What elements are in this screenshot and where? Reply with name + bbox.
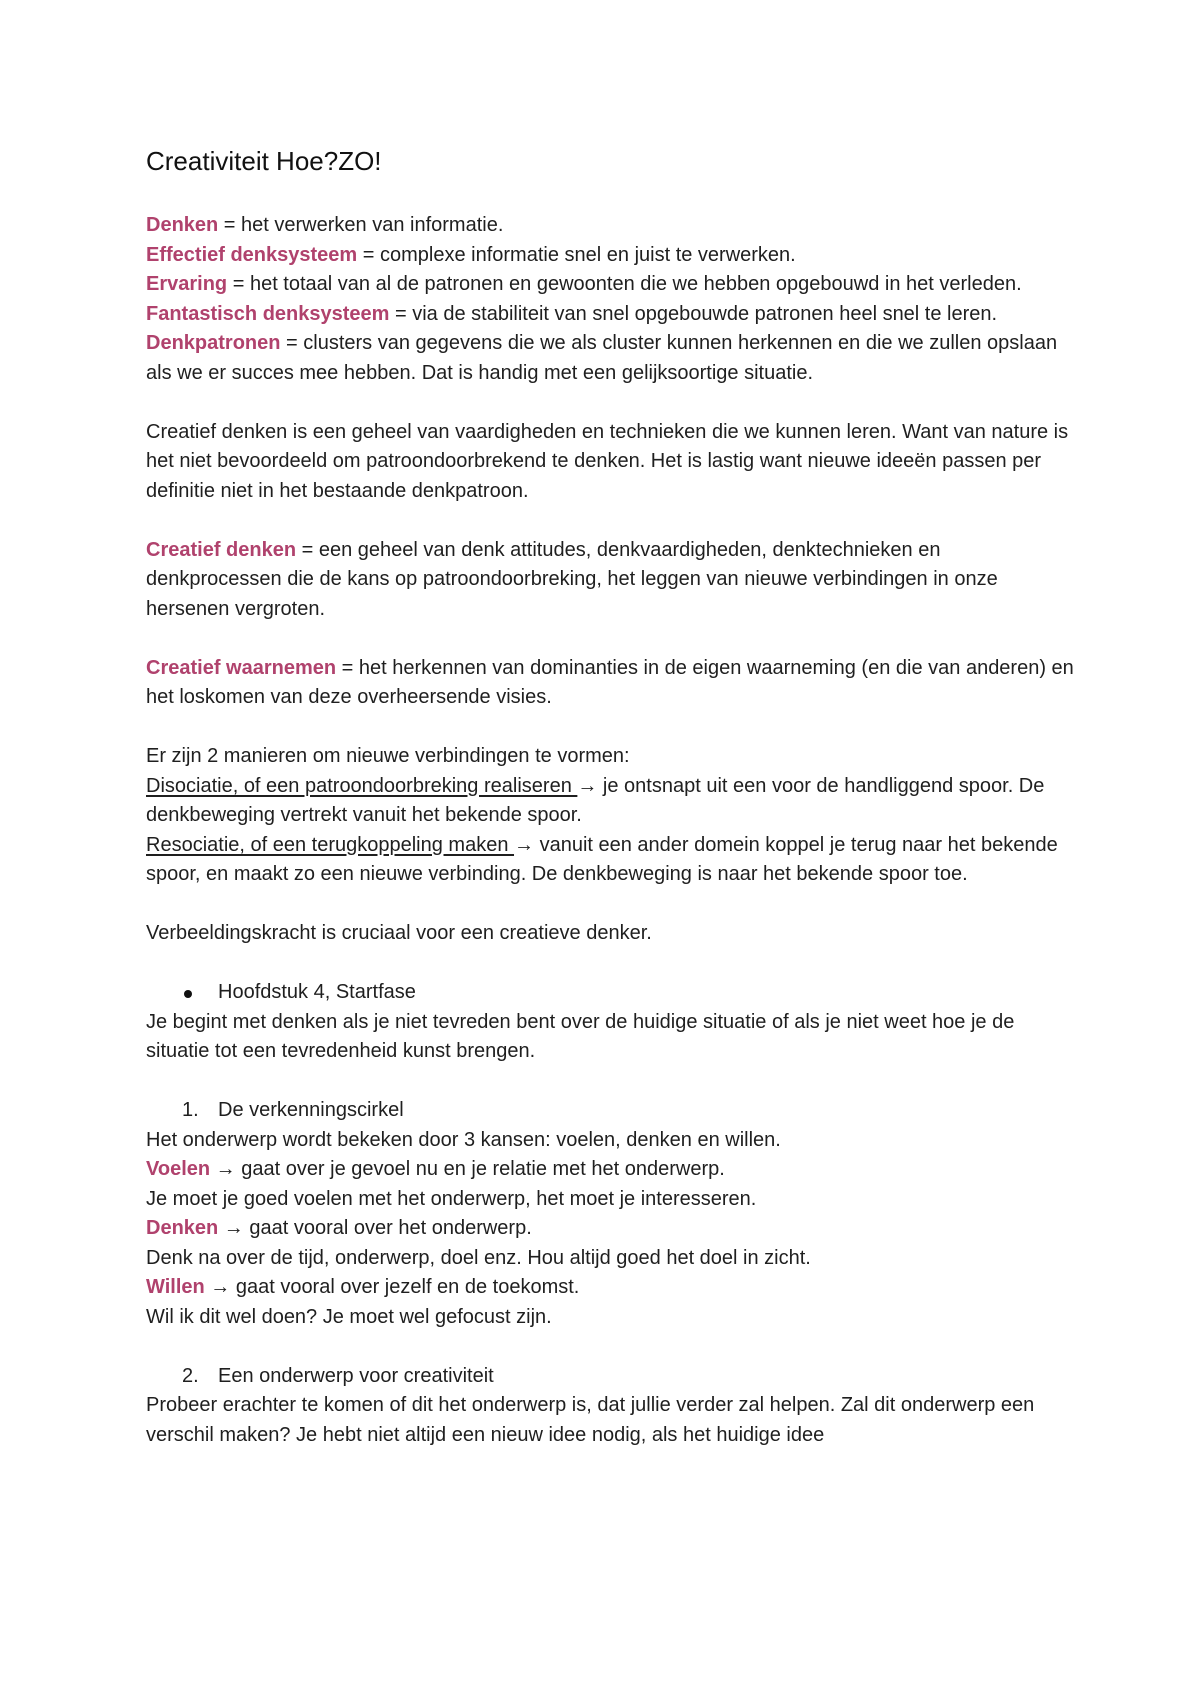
document-title: Creativiteit Hoe?ZO!	[146, 146, 382, 176]
definition-term: Creatief waarnemen	[146, 656, 337, 679]
item-denken	[146, 1214, 1076, 1244]
item-term: Voelen	[146, 1158, 211, 1181]
definition-term: Effectief denksysteem	[146, 243, 358, 266]
section-heading: Een onderwerp voor creativiteit	[218, 1364, 494, 1387]
definition-text: = het verwerken van informatie.	[218, 214, 504, 237]
item-extra: Je moet je goed voelen met het onderwerp, het moet je interesseren.	[146, 1187, 757, 1210]
paragraph-creatief	[146, 418, 1076, 507]
bullet-icon	[184, 990, 192, 998]
item-text: → gaat over je gevoel nu en je relatie met het onderwerp.	[210, 1158, 725, 1181]
item-extra: Wil ik dit wel doen? Je moet wel gefocust zijn.	[146, 1305, 552, 1328]
definition-text: = het herkennen van dominanties in de eigen waarneming (en die van anderen) en het loskomen van deze overheersende visies.	[146, 656, 1074, 709]
definition-text: = via de stabiliteit van snel opgebouwde patronen heel snel te leren.	[389, 302, 998, 325]
item-term: Denken	[146, 1217, 219, 1240]
numbered-item	[146, 1362, 1076, 1392]
manier-text: → vanuit een ander domein koppel je terug naar het bekende spoor, en maakt zo een nieuwe verbinding. De denkbeweging is naar het bekende spoor toe.	[146, 833, 1058, 886]
section-heading: De verkenningscirkel	[218, 1099, 404, 1122]
definition-fantastisch-denksysteem	[146, 300, 1076, 330]
list-number: 1.	[182, 1099, 199, 1122]
definition-effectief-denksysteem	[146, 241, 1076, 271]
item-text: → gaat vooral over jezelf en de toekomst.	[204, 1276, 580, 1299]
item-text: → gaat vooral over het onderwerp.	[218, 1217, 532, 1240]
paragraph-text: Creatief denken is een geheel van vaardigheden en technieken die we kunnen leren. Want van nature is het niet bevoordeeld om patroondoorbrekend te denken. Het is lastig want nieuwe ideeën passen per definitie niet in het bestaande denkpatroon.	[146, 420, 1069, 502]
section-onderwerp	[146, 1362, 1076, 1451]
manier-text: → je ontsnapt uit een voor de handliggend spoor. De denkbeweging vertrekt vanuit het bekende spoor.	[146, 774, 1045, 827]
definition-term: Ervaring	[146, 273, 228, 296]
manier-link: Resociatie, of een terugkoppeling maken	[146, 833, 515, 856]
document-page	[146, 146, 1076, 1480]
definition-denken	[146, 211, 1076, 241]
paragraph-text: Probeer erachter te komen of dit het onderwerp is, dat jullie verder zal helpen. Zal dit onderwerp een verschil maken? Je hebt niet altijd een nieuw idee nodig, als het huidige idee	[146, 1394, 1035, 1446]
item-voelen	[146, 1155, 1076, 1185]
section-verkenningscirkel	[146, 1096, 1076, 1332]
definition-text: = een geheel van denk attitudes, denkvaardigheden, denktechnieken en denkprocessen die de kans op patroondoorbreking, het leggen van nieuwe verbindingen in onze hersenen vergroten.	[146, 538, 998, 620]
definition-text: = clusters van gegevens die we als cluster kunnen herkennen en die we zullen opslaan als we er succes mee hebben. Dat is handig met een gelijksoortige situatie.	[146, 332, 1058, 384]
bullet-item	[146, 978, 1076, 1008]
definition-creatief-waarnemen	[146, 654, 1076, 713]
definition-term: Denken	[146, 214, 219, 237]
definition-term: Denkpatronen	[146, 332, 281, 355]
hoofdstuk-block	[146, 978, 1076, 1067]
definition-ervaring	[146, 270, 1076, 300]
item-willen	[146, 1273, 1076, 1303]
paragraph-text: Je begint met denken als je niet tevreden bent over de huidige situatie of als je niet weet hoe je de situatie tot een tevredenheid kunst brengen.	[146, 1010, 1015, 1063]
section-intro: Het onderwerp wordt bekeken door 3 kansen: voelen, denken en willen.	[146, 1128, 781, 1151]
definition-denkpatronen	[146, 329, 1076, 388]
definition-text: = complexe informatie snel en juist te verwerken.	[357, 243, 796, 266]
paragraph-text: Verbeeldingskracht is cruciaal voor een creatieve denker.	[146, 922, 652, 945]
verbeelding-block	[146, 919, 1076, 949]
definition-term: Creatief denken	[146, 538, 297, 561]
item-term: Willen	[146, 1276, 205, 1299]
definition-term: Fantastisch denksysteem	[146, 302, 390, 325]
numbered-item	[146, 1096, 1076, 1126]
manier-disociatie	[146, 772, 1076, 831]
bullet-text: Hoofdstuk 4, Startfase	[218, 981, 416, 1004]
manieren-block	[146, 742, 1076, 890]
manier-resociatie	[146, 831, 1076, 890]
item-extra: Denk na over de tijd, onderwerp, doel enz. Hou altijd goed het doel in zicht.	[146, 1246, 811, 1269]
definition-creatief-denken	[146, 536, 1076, 625]
manier-link: Disociatie, of een patroondoorbreking realiseren	[146, 774, 578, 797]
list-number: 2.	[182, 1364, 199, 1387]
definitions-block	[146, 211, 1076, 388]
definition-text: = het totaal van al de patronen en gewoonten die we hebben opgebouwd in het verleden.	[227, 273, 1022, 296]
manieren-intro: Er zijn 2 manieren om nieuwe verbindingen te vormen:	[146, 745, 630, 768]
